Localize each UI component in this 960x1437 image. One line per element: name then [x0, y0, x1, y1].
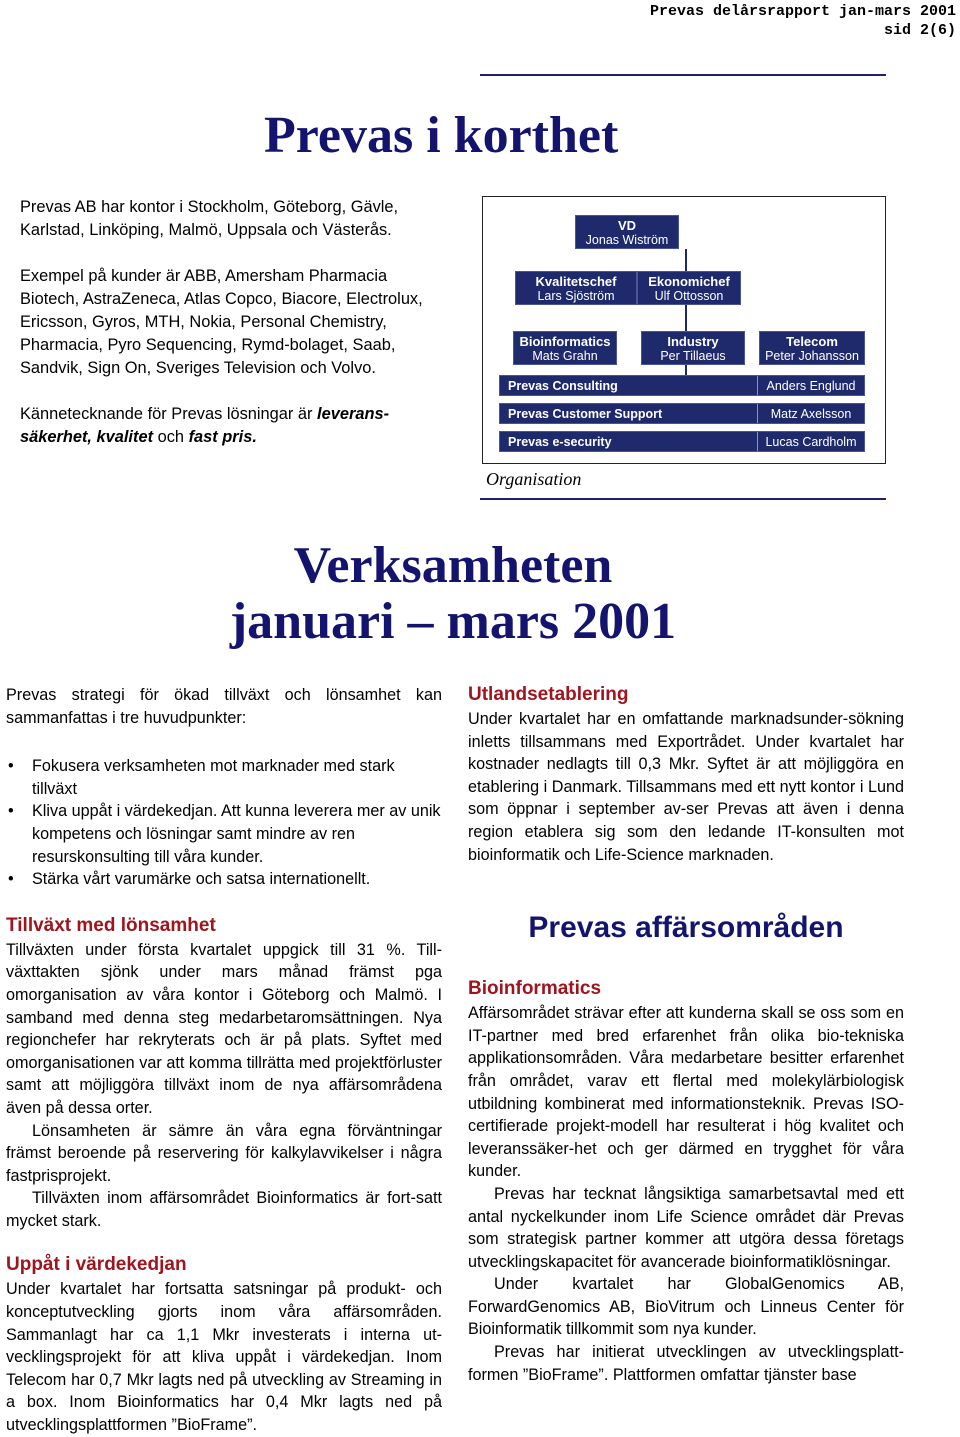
org-box-industry: Industry Per Tillaeus [641, 331, 745, 365]
header-title: Prevas delårsrapport jan-mars 2001 [649, 3, 956, 20]
heading-uppat: Uppåt i värdekedjan [6, 1254, 187, 1276]
org-chart [482, 196, 886, 464]
org-box-telecom: Telecom Peter Johansson [759, 331, 865, 365]
section-title-korthet: Prevas i korthet [264, 107, 619, 164]
tillvaxt-para-1: Tillväxten under första kvartalet uppgick till 31 %. Till-växttakten sjönk under mars månad främst pga omorganisation av våra kontor i Göteborg och Malmö. I samband med denna steg medarbetaromsättningen. Nya regionchefer har rekryterats och är på plats. Syftet med omorganisationen var att komma tillrätta med projektförluster samt att möjliggöra tillväxt inom de nya affärsområdena även på dessa orter. [6, 940, 442, 1117]
org-box-vd: VD Jonas Wiström [575, 215, 679, 249]
intro-offices: Prevas AB har kontor i Stockholm, Göteborg, Gävle, Karlstad, Linköping, Malmö, Uppsala och Västerås. [20, 198, 399, 239]
tillvaxt-para-2: Lönsamheten är sämre än våra egna förväntningar främst beroende på reservering för kalkylavvikelser i några fastprisprojekt. [6, 1121, 442, 1185]
bio-para-4: Prevas har initierat utvecklingen av utvecklingsplatt-formen ”BioFrame”. Plattformen omfattar tjänster base [468, 1343, 904, 1384]
org-box-bioinformatics: Bioinformatics Mats Grahn [513, 331, 617, 365]
section-title-verksamheten: Verksamheten januari – mars 2001 [229, 537, 677, 650]
tillvaxt-para-3: Tillväxten inom affärsområdet Bioinformatics är fort-satt mycket stark. [6, 1189, 442, 1230]
bio-para-2: Prevas har tecknat långsiktiga samarbetsavtal med ett antal nyckelkunder inom Life Science området där Prevas som strategisk partner kommer att utgöra dessa företags utvecklingskapacitet för avancerade bioinformatiklösningar. [468, 1184, 904, 1271]
bio-para-3: Under kvartalet har GlobalGenomics AB, ForwardGenomics AB, BioVitrum och Linneus Center för Bioinformatik tillkommit som nya kunder. [468, 1275, 904, 1339]
org-bar-customer-support: Prevas Customer Support Matz Axelsson [499, 403, 865, 424]
list-item: • Stärka vårt varumärke och satsa internationellt. [6, 868, 442, 891]
header-rule [480, 74, 886, 76]
strategy-list [6, 755, 442, 891]
list-item: • Fokusera verksamheten mot marknader med stark tillväxt [6, 755, 442, 800]
org-caption: Organisation [486, 469, 582, 489]
org-bar-e-security: Prevas e-security Lucas Cardholm [499, 431, 865, 452]
report-header [650, 2, 956, 40]
org-box-ekonomichef: Ekonomichef Ulf Ottosson [637, 271, 741, 305]
strategy-intro: Prevas strategi för ökad tillväxt och lönsamhet kan sammanfattas i tre huvudpunkter: [6, 686, 442, 727]
list-item: • Kliva uppåt i värdekedjan. Att kunna leverera mer av unik kompetens och lösningar samt mindre av ren resurskonsulting till våra kunder. [6, 800, 442, 868]
heading-utland: Utlandsetablering [468, 684, 629, 705]
right-column [468, 682, 904, 1386]
bio-para-1: Affärsområdet strävar efter att kunderna skall se oss som en IT-partner med bred erfarenhet från olika bio-tekniska applikationsområden. Våra medarbetare besitter erfarenhet från området, varav ett flertal med molekylärbiologisk utbildning kombinerat med informationsteknik. Prevas ISO-certifierade projekt-modell har resulterat i hög kvalitet och leveranssäker-het och ger därmed en trygghet för våra kunder. [468, 1004, 904, 1181]
org-bar-consulting: Prevas Consulting Anders Englund [499, 375, 865, 396]
heading-affarsomraden: Prevas affärsområden [528, 911, 844, 945]
utland-para-1: Under kvartalet har en omfattande marknadsunder-sökning inletts tillsammans med Exportrådet. Under kvartalet har kostnader nedlagts till 0,3 Mkr. Syftet är att möjliggöra en etablering i Danmark. Tillsammans med ett nytt kontor i Lund som öppnar i september av-ser Prevas att även i denna region etablera sig som den ledande IT-konsulten mot bioinformatik och Life-Science marknaden. [468, 710, 904, 864]
org-connector-vertical [685, 249, 687, 389]
left-column [6, 684, 442, 1437]
uppat-para-1: Under kvartalet har fortsatta satsningar på produkt- och konceptutveckling gjorts inom våra affärsområden. Sammanlagt har ca 1,1 Mkr investerats i interna ut-vecklingsprojekt för att kliva uppåt i värdekedjan. Inom Telecom har 0,7 Mkr lagts ned på utveckling av Streaming in a box. Inom Bioinformatics har 0,4 Mkr lagts ned på utvecklingsplattformen ”BioFrame”. [6, 1280, 442, 1435]
intro-characteristics: Kännetecknande för Prevas lösningar är leverans-säkerhet, kvalitet och fast pris. [20, 405, 390, 446]
org-box-kvalitetschef: Kvalitetschef Lars Sjöström [515, 271, 637, 305]
intro-customers: Exempel på kunder är ABB, Amersham Pharmacia Biotech, AstraZeneca, Atlas Copco, Biacore, Electrolux, Ericsson, Gyros, MTH, Nokia, Personal Chemistry, Pharmacia, Pyro Sequencing, Rymd-bolaget, Saab, Sandvik, Sign On, Sveriges Television och Volvo. [20, 267, 423, 377]
section-rule [480, 498, 886, 500]
heading-bioinformatics: Bioinformatics [468, 978, 602, 1000]
header-page-number: sid 2(6) [883, 22, 956, 39]
heading-tillvaxt: Tillväxt med lönsamhet [6, 914, 216, 936]
intro-text [20, 196, 442, 449]
